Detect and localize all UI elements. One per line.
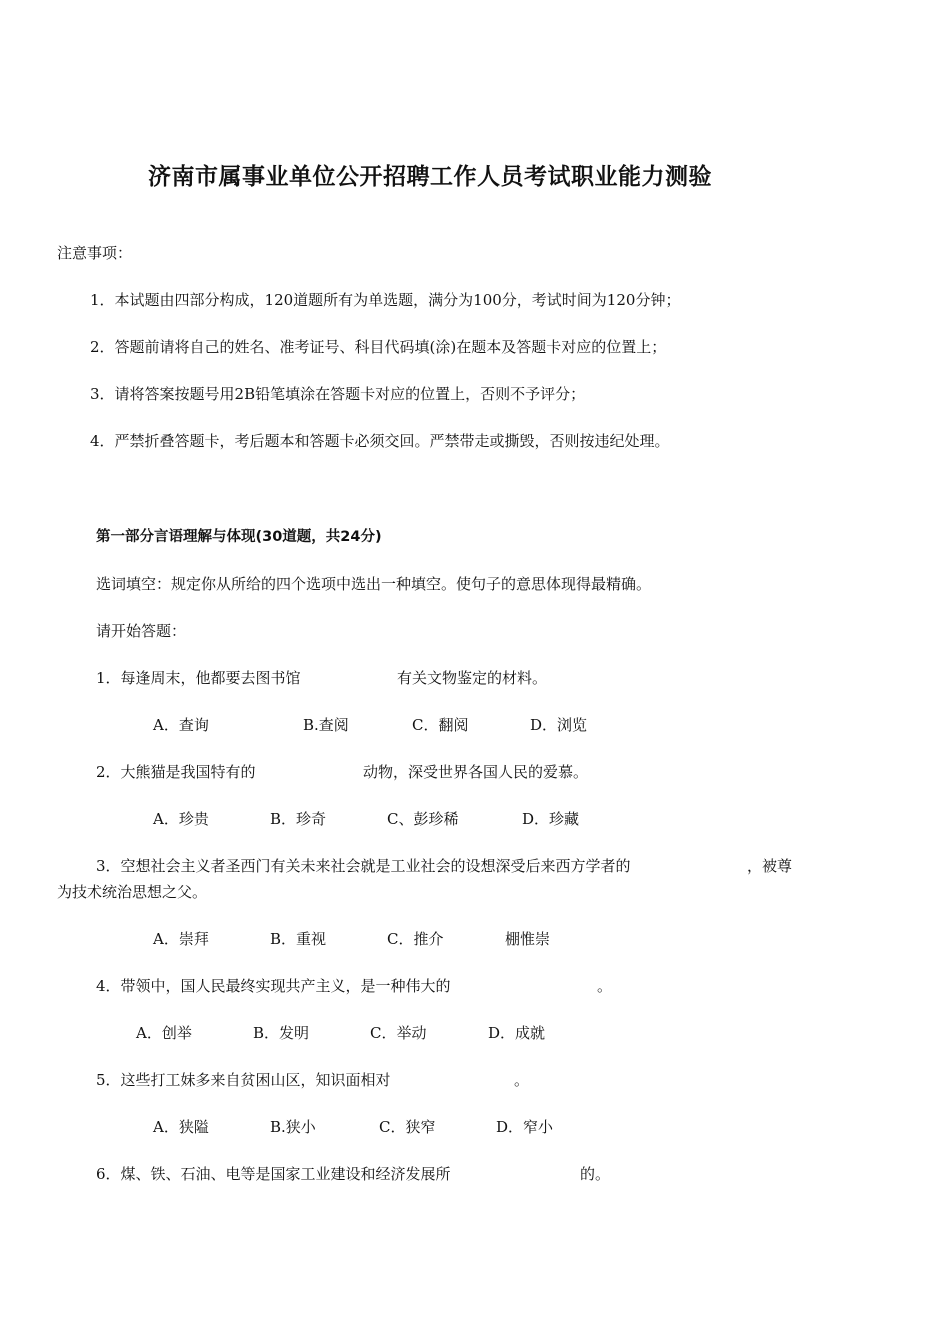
question-6-text-a: 6．煤、铁、石油、电等是国家工业建设和经济发展所 (96, 1165, 451, 1183)
question-2-option-d: D．珍藏 (522, 810, 580, 828)
question-5-text-b: 。 (514, 1071, 530, 1089)
question-3-text-c: 为技术统治思想之父。 (57, 883, 208, 901)
question-3-text-b: ，被尊 (747, 857, 793, 875)
question-3-option-c: C．推介 (387, 930, 444, 948)
question-4-option-a: A．创举 (136, 1024, 192, 1042)
question-1-text-a: 1．每逢周末，他都要去图书馆 (96, 669, 301, 687)
question-4-text-a: 4．带领中，国人民最终实现共产主义，是一种伟大的 (96, 977, 451, 995)
question-4-option-c: C．举动 (370, 1024, 427, 1042)
notice-heading: 注意事项： (57, 244, 133, 262)
notice-item-1: 1．本试题由四部分构成，120道题所有为单选题，满分为100分，考试时间为120分钟； (90, 291, 681, 309)
question-5-text-a: 5．这些打工妹多来自贫困山区，知识面相对 (96, 1071, 391, 1089)
notice-item-3: 3．请将答案按题号用2B铅笔填涂在答题卡对应的位置上，否则不予评分； (90, 385, 586, 403)
start-prompt: 请开始答题： (96, 622, 187, 640)
question-1-text-b: 有关文物鉴定的材料。 (397, 669, 548, 687)
question-3-option-d: 棚惟崇 (505, 930, 551, 948)
question-3-text-a: 3．空想社会主义者圣西门有关未来社会就是工业社会的设想深受后来西方学者的 (96, 857, 631, 875)
question-4-option-b: B．发明 (253, 1024, 310, 1042)
question-2-option-c: C、彭珍稀 (387, 810, 459, 828)
question-5-option-c: C．狭窄 (379, 1118, 436, 1136)
question-2-text-b: 动物，深受世界各国人民的爱慕。 (363, 763, 589, 781)
question-2-option-b: B．珍奇 (270, 810, 327, 828)
question-4-text-b: 。 (597, 977, 613, 995)
question-3-option-a: A．崇拜 (153, 930, 209, 948)
question-3-option-b: B．重视 (270, 930, 327, 948)
question-1-option-d: D．浏览 (530, 716, 588, 734)
question-5-option-b: B.狭小 (270, 1118, 316, 1136)
question-5-option-d: D．窄小 (496, 1118, 554, 1136)
question-4-option-d: D．成就 (488, 1024, 546, 1042)
page-title: 济南市属事业单位公开招聘工作人员考试职业能力测验 (148, 164, 712, 190)
question-1-option-b: B.查阅 (303, 716, 349, 734)
question-2-option-a: A．珍贵 (153, 810, 209, 828)
section-instruction: 选词填空：规定你从所给的四个选项中选出一种填空。使句子的意思体现得最精确。 (96, 575, 652, 593)
section-heading: 第一部分言语理解与体现(30道题，共24分) (96, 529, 382, 545)
question-5-option-a: A．狭隘 (153, 1118, 209, 1136)
question-1-option-a: A．查询 (153, 716, 209, 734)
question-2-text-a: 2．大熊猫是我国特有的 (96, 763, 256, 781)
question-1-option-c: C．翻阅 (412, 716, 469, 734)
notice-item-4: 4．严禁折叠答题卡，考后题本和答题卡必须交回。严禁带走或撕毁，否则按违纪处理。 (90, 432, 670, 450)
question-6-text-b: 的。 (580, 1165, 611, 1183)
notice-item-2: 2．答题前请将自己的姓名、准考证号、科目代码填(涂)在题本及答题卡对应的位置上； (90, 338, 667, 356)
